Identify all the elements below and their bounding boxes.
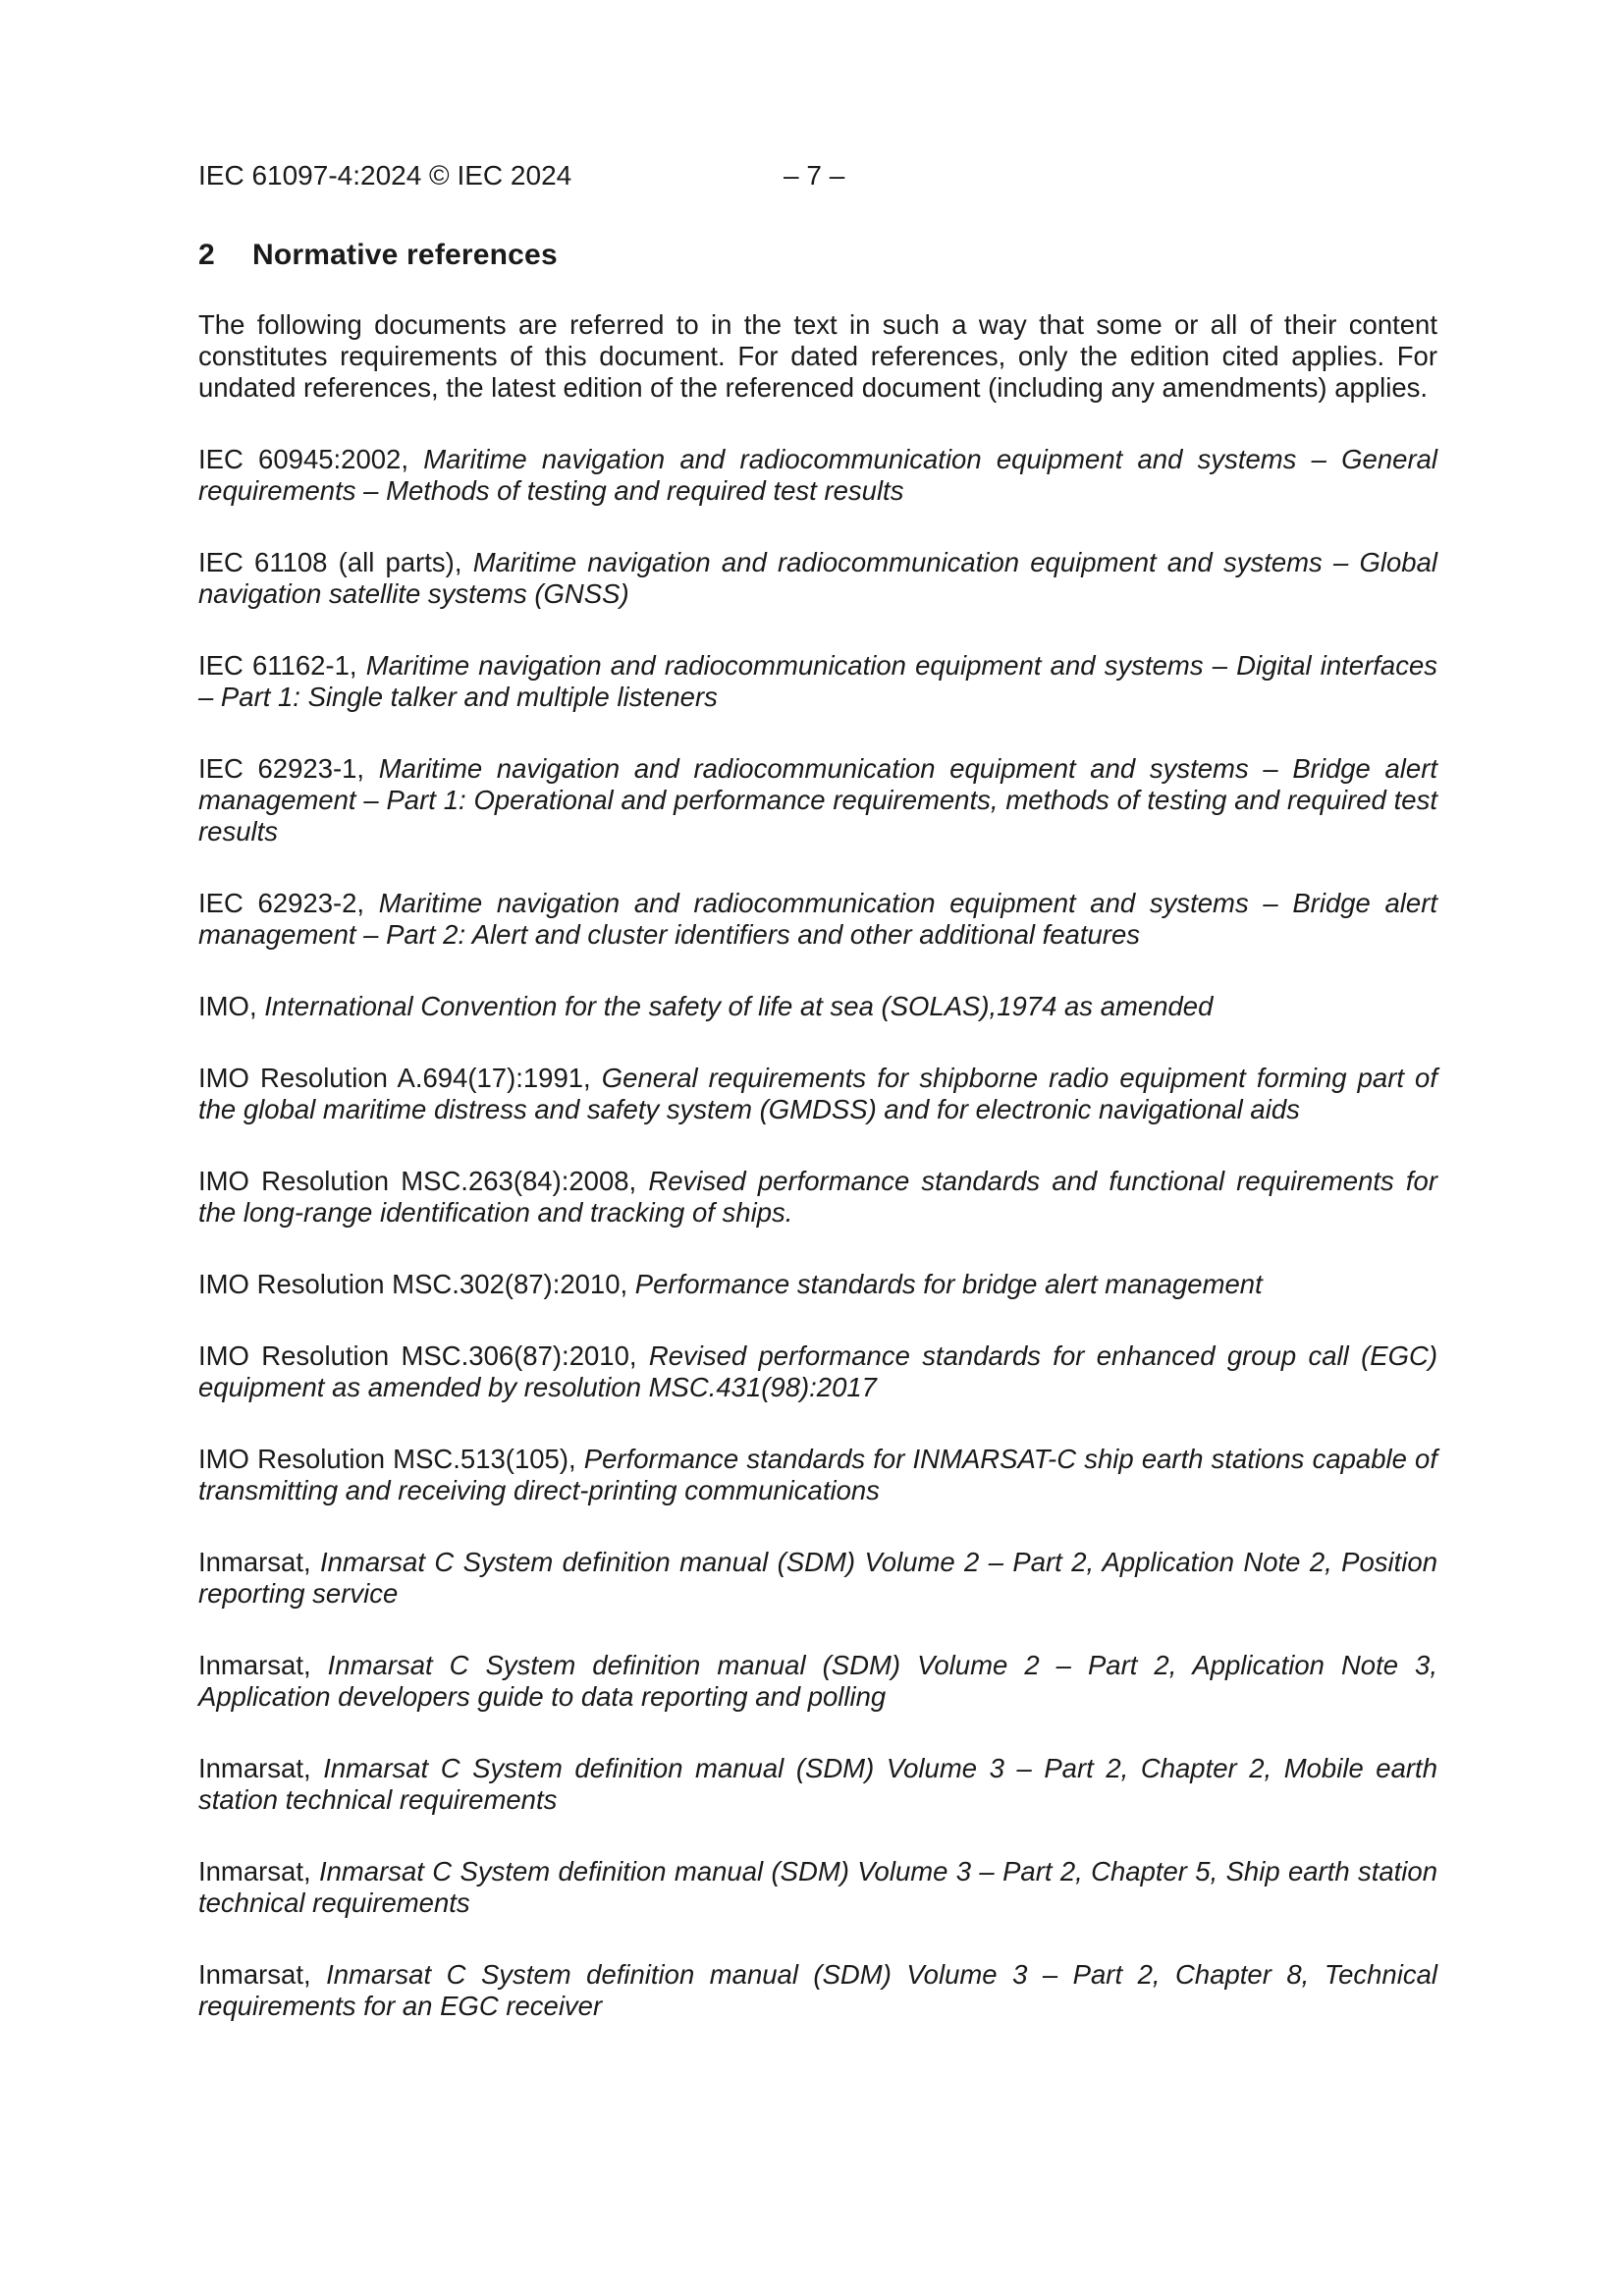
running-header bbox=[198, 158, 1437, 193]
reference-title: Performance standards for bridge alert management bbox=[634, 1269, 1263, 1299]
reference-designation: IMO Resolution MSC.513(105), bbox=[198, 1444, 584, 1474]
reference-entry bbox=[198, 753, 1437, 847]
reference-designation: IEC 60945:2002, bbox=[198, 444, 424, 474]
reference-entry bbox=[198, 1444, 1437, 1506]
reference-entry bbox=[198, 1753, 1437, 1816]
reference-title: Inmarsat C System definition manual (SDM) Volume 3 – Part 2, Chapter 8, Technical requirements for an EGC receiver bbox=[198, 1959, 1437, 2021]
reference-entry bbox=[198, 650, 1437, 713]
page-content bbox=[198, 234, 1437, 2062]
reference-designation: IMO Resolution A.694(17):1991, bbox=[198, 1063, 602, 1093]
reference-entry bbox=[198, 1063, 1437, 1125]
reference-designation: IMO, bbox=[198, 991, 265, 1021]
reference-designation: IMO Resolution MSC.306(87):2010, bbox=[198, 1340, 649, 1371]
reference-designation: Inmarsat, bbox=[198, 1753, 324, 1783]
intro-paragraph: The following documents are referred to in the text in such a way that some or all of their content constitutes requirements of this document. For dated references, only the edition cited applies. For undated references, the latest edition of the referenced document (including any amendments) applies. bbox=[198, 309, 1437, 403]
reference-entry bbox=[198, 1856, 1437, 1919]
reference-designation: Inmarsat, bbox=[198, 1650, 328, 1680]
reference-entry bbox=[198, 1959, 1437, 2022]
reference-entry bbox=[198, 444, 1437, 507]
reference-entry bbox=[198, 991, 1437, 1022]
clause-heading bbox=[198, 234, 1437, 277]
reference-entry bbox=[198, 1650, 1437, 1713]
page-number: – 7 – bbox=[784, 160, 845, 191]
reference-designation: IEC 61162-1, bbox=[198, 650, 366, 681]
reference-designation: Inmarsat, bbox=[198, 1856, 319, 1886]
reference-title: Inmarsat C System definition manual (SDM) Volume 2 – Part 2, Application Note 2, Position reporting service bbox=[198, 1547, 1437, 1609]
reference-designation: IEC 62923-2, bbox=[198, 888, 379, 918]
reference-title: Maritime navigation and radiocommunication equipment and systems – Global navigation satellite systems (GNSS) bbox=[198, 547, 1437, 609]
reference-designation: Inmarsat, bbox=[198, 1547, 320, 1577]
reference-designation: IEC 61108 (all parts), bbox=[198, 547, 473, 577]
reference-designation: IMO Resolution MSC.263(84):2008, bbox=[198, 1166, 649, 1196]
reference-designation: IEC 62923-1, bbox=[198, 753, 379, 784]
reference-entry bbox=[198, 547, 1437, 610]
reference-title: Inmarsat C System definition manual (SDM) Volume 3 – Part 2, Chapter 5, Ship earth station technical requirements bbox=[198, 1856, 1437, 1918]
reference-title: Performance standards for INMARSAT-C ship earth stations capable of transmitting and receiving direct-printing communications bbox=[198, 1444, 1437, 1505]
reference-entry bbox=[198, 888, 1437, 951]
reference-designation: IMO Resolution MSC.302(87):2010, bbox=[198, 1269, 635, 1299]
reference-title: General requirements for shipborne radio equipment forming part of the global maritime distress and safety system (GMDSS) and for electronic navigational aids bbox=[198, 1063, 1437, 1124]
reference-list bbox=[198, 444, 1437, 2022]
reference-title: Inmarsat C System definition manual (SDM) Volume 3 – Part 2, Chapter 2, Mobile earth station technical requirements bbox=[198, 1753, 1437, 1815]
reference-designation: Inmarsat, bbox=[198, 1959, 327, 1990]
reference-title: Maritime navigation and radiocommunication equipment and systems – General requirements – Methods of testing and required test results bbox=[198, 444, 1437, 506]
reference-entry bbox=[198, 1340, 1437, 1403]
reference-title: Revised performance standards and functional requirements for the long-range identification and tracking of ships. bbox=[198, 1166, 1437, 1228]
document-identifier: IEC 61097-4:2024 © IEC 2024 bbox=[198, 160, 572, 191]
reference-title: Maritime navigation and radiocommunication equipment and systems – Bridge alert management – Part 1: Operational and performance requirements, methods of testing and required test results bbox=[198, 753, 1437, 847]
reference-title: Revised performance standards for enhanced group call (EGC) equipment as amended by resolution MSC.431(98):2017 bbox=[198, 1340, 1438, 1402]
reference-title: Inmarsat C System definition manual (SDM) Volume 2 – Part 2, Application Note 3, Application developers guide to data reporting and polling bbox=[198, 1650, 1437, 1712]
reference-title: International Convention for the safety of life at sea (SOLAS),1974 as amended bbox=[264, 991, 1214, 1021]
clause-number: 2 bbox=[198, 239, 215, 271]
reference-title: Maritime navigation and radiocommunication equipment and systems – Bridge alert management – Part 2: Alert and cluster identifiers and other additional features bbox=[198, 888, 1437, 950]
reference-entry bbox=[198, 1547, 1437, 1610]
reference-title: Maritime navigation and radiocommunication equipment and systems – Digital interfaces – Part 1: Single talker and multiple listeners bbox=[198, 650, 1437, 712]
reference-entry bbox=[198, 1166, 1437, 1229]
reference-entry bbox=[198, 1269, 1437, 1300]
clause-title: Normative references bbox=[252, 239, 558, 271]
